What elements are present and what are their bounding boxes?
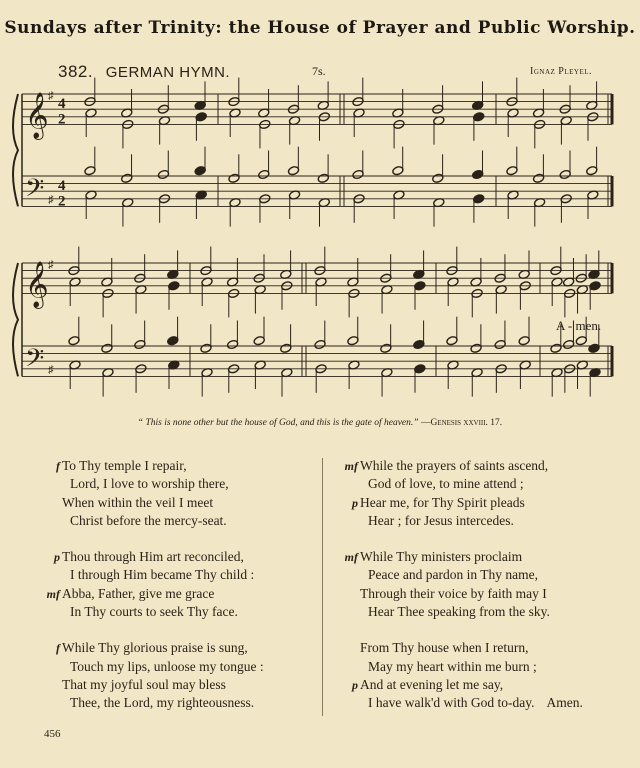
verse-line: [340, 494, 600, 512]
bass-note: [473, 194, 485, 204]
tenor-note: [586, 166, 598, 176]
verse-line: [42, 548, 317, 566]
treble-clef: 𝄞: [25, 261, 49, 308]
verse-line: [340, 603, 600, 621]
verse-line: [340, 585, 600, 603]
page-number: 456: [44, 728, 61, 740]
tenor-note: [352, 169, 364, 179]
tenor-note: [532, 173, 544, 183]
verse-text: Thou through Him art reconciled,: [62, 549, 244, 565]
stanza: [340, 639, 600, 712]
tenor-note: [550, 343, 562, 353]
tenor-note: [470, 343, 482, 353]
verse-line: [42, 566, 317, 584]
time-signature: 4: [58, 178, 66, 195]
alto-note: [589, 281, 601, 291]
verse-text: That my joyful soul may bless: [62, 676, 226, 692]
verse-line: [42, 676, 317, 694]
stanza: [340, 457, 600, 530]
brace: [13, 263, 18, 376]
time-signature: 2: [58, 111, 66, 128]
stanza: [42, 639, 317, 712]
hymn-name: GERMAN HYMN.: [105, 64, 231, 81]
verse-text: While Thy glorious praise is sung,: [62, 640, 248, 656]
verse-text: Thee, the Lord, my righteousness.: [70, 695, 255, 711]
verse-line: [340, 658, 600, 676]
verse-text: I through Him became Thy child :: [70, 567, 255, 583]
verse-line: [340, 457, 600, 475]
dynamic-mark: p: [352, 677, 358, 692]
stanza: [340, 548, 600, 621]
tenor-note: [518, 336, 530, 346]
verse-line: [42, 658, 317, 676]
verse-line: [340, 694, 600, 712]
time-signature: 2: [58, 193, 66, 210]
key-sharp: ♯: [48, 193, 54, 206]
verse-line: [340, 566, 600, 584]
alto-note: [195, 112, 207, 122]
tenor-note: [68, 336, 80, 346]
verse-text: Hear Thee speaking from the sky.: [368, 604, 550, 620]
verse-text: Touch my lips, unloose my tongue :: [70, 658, 264, 674]
tenor-note: [392, 166, 404, 176]
verse-line: [340, 676, 600, 694]
alto-note: [414, 281, 426, 291]
tenor-note: [380, 343, 392, 353]
tenor-note: [287, 166, 299, 176]
tenor-note: [588, 343, 600, 353]
verse-text: Abba, Father, give me grace: [62, 585, 215, 601]
verse-text: While Thy ministers proclaim: [360, 549, 523, 565]
verses-left-column: [42, 457, 317, 731]
tenor-note: [226, 339, 238, 349]
tenor-note: [84, 166, 96, 176]
verse-text: To Thy temple I repair,: [62, 458, 187, 473]
hymn-meter: 7s.: [312, 64, 326, 78]
hymn-number: 382.: [58, 62, 94, 81]
verse-text: And at evening let me say,: [360, 676, 504, 692]
verse-text: Peace and pardon in Thy name,: [368, 567, 538, 583]
tenor-note: [280, 343, 292, 353]
tenor-note: [506, 166, 518, 176]
verse-text: I have walk'd with God to-day.: [368, 695, 535, 711]
verse-text: While the prayers of saints ascend,: [360, 458, 549, 473]
amen-label: A - men.: [556, 318, 602, 333]
tenor-note: [347, 336, 359, 346]
verse-line: [42, 512, 317, 530]
hymn-composer: Ignaz Pleyel.: [530, 66, 592, 77]
verse-text: Lord, I love to worship there,: [70, 476, 229, 492]
verse-text: Hear ; for Jesus intercedes.: [368, 512, 514, 528]
tenor-note: [157, 169, 169, 179]
verse-line: [42, 603, 317, 621]
tenor-note: [167, 336, 179, 346]
dynamic-mark: f: [56, 641, 60, 656]
tenor-note: [432, 173, 444, 183]
treble-clef: 𝄞: [25, 92, 49, 139]
tenor-note: [253, 336, 265, 346]
tenor-note: [472, 169, 484, 179]
stanza: [42, 457, 317, 530]
verses-right-column: [340, 457, 600, 731]
time-signature: 4: [58, 96, 66, 113]
tenor-note: [559, 169, 571, 179]
dynamic-mark: p: [54, 550, 60, 565]
page-header: Sundays after Trinity: the House of Prayer and Public Worship.: [4, 18, 636, 38]
tenor-note: [575, 336, 587, 346]
verse-line: [42, 694, 317, 712]
scripture-reference: —Genesis xxviii. 17.: [420, 418, 503, 428]
tenor-note: [228, 173, 240, 183]
column-divider: [322, 458, 323, 716]
verse-line: [42, 585, 317, 603]
scripture-quote: “ This is none other but the house of God, and this is the gate of heaven.”: [137, 418, 419, 428]
tenor-note: [413, 339, 425, 349]
alto-note: [168, 281, 180, 291]
verse-line: [340, 548, 600, 566]
tenor-note: [121, 173, 133, 183]
dynamic-mark: mf: [344, 459, 358, 473]
final-amen: Amen.: [546, 695, 583, 711]
dynamic-mark: f: [56, 459, 60, 473]
stanza: [42, 548, 317, 621]
tenor-note: [134, 339, 146, 349]
tenor-note: [258, 169, 270, 179]
verse-line: [340, 475, 600, 493]
key-sharp: ♯: [48, 90, 54, 102]
dynamic-mark: p: [352, 495, 358, 510]
tenor-note: [194, 166, 206, 176]
bass-clef: 𝄢: [25, 343, 45, 379]
scripture-quote-block: [0, 418, 640, 428]
bass-clef: 𝄢: [25, 173, 45, 209]
tenor-note: [317, 173, 329, 183]
verse-line: [42, 494, 317, 512]
tenor-note: [200, 343, 212, 353]
tenor-note: [314, 339, 326, 349]
verse-text: Christ before the mercy-seat.: [70, 512, 227, 528]
tenor-note: [494, 339, 506, 349]
verse-line: [42, 639, 317, 657]
dynamic-mark: mf: [344, 550, 358, 565]
key-sharp: ♯: [48, 363, 54, 376]
verse-line: [42, 457, 317, 475]
verse-text: In Thy courts to seek Thy face.: [70, 604, 238, 620]
bass-note: [414, 364, 426, 374]
verse-text: When within the veil I meet: [62, 494, 214, 510]
dynamic-mark: mf: [46, 586, 60, 601]
verse-line: [340, 512, 600, 530]
tenor-note: [101, 343, 113, 353]
tenor-note: [446, 336, 458, 346]
verse-line: [42, 475, 317, 493]
verse-text: Hear me, for Thy Spirit pleads: [360, 494, 525, 510]
alto-note: [473, 112, 485, 122]
tenor-note: [563, 339, 575, 349]
brace: [13, 94, 18, 206]
key-sharp: ♯: [48, 259, 54, 271]
verse-text: From Thy house when I return,: [360, 640, 529, 656]
verse-text: God of love, to mine attend ;: [368, 476, 524, 492]
verse-line: [340, 639, 600, 657]
verse-text: May my heart within me burn ;: [368, 658, 537, 674]
verse-text: Through their voice by faith may I: [360, 585, 547, 601]
